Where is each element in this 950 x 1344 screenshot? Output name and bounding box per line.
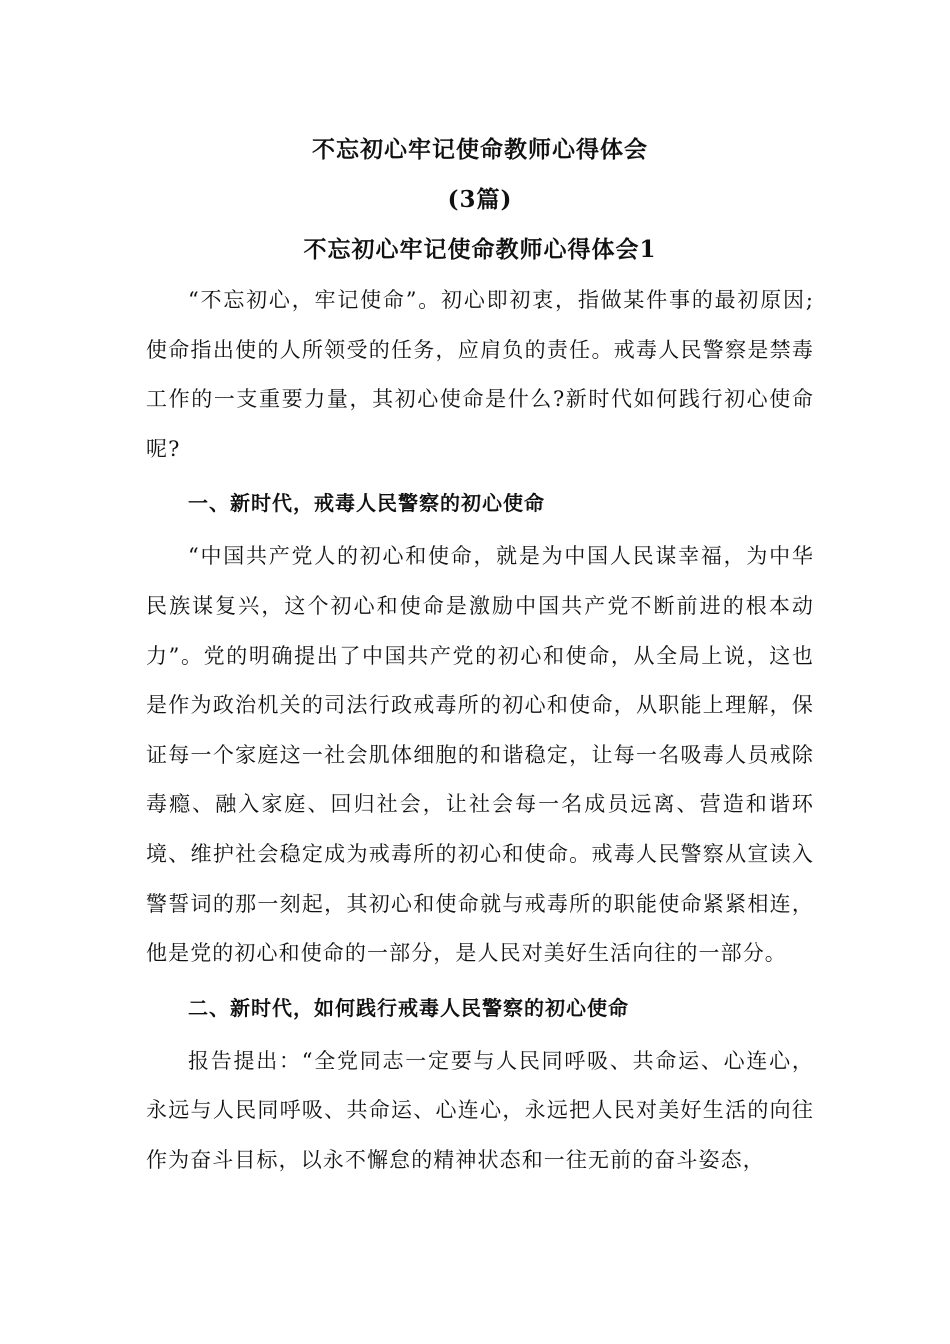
intro-paragraph: “不忘初心，牢记使命”。初心即初衷，指做某件事的最初原因;使命指出使的人所领受的任务，应肩负的责任。戒毒人民警察是禁毒工作的一支重要力量，其初心使命是什么?新时代如何践行初心使命呢? bbox=[146, 288, 814, 461]
section-2-paragraph: 报告提出：“全党同志一定要与人民同呼吸、共命运、心连心，永远与人民同呼吸、共命运、心连心，永远把人民对美好生活的向往作为奋斗目标，以永不懈怠的精神状态和一往无前的奋斗姿态， bbox=[146, 1048, 814, 1172]
section-2-heading: 二、新时代，如何践行戒毒人民警察的初心使命 bbox=[188, 995, 629, 1020]
section-1-heading: 一、新时代，戒毒人民警察的初心使命 bbox=[188, 491, 545, 516]
section-1-paragraph: “中国共产党人的初心和使命，就是为中国人民谋幸福，为中华民族谋复兴，这个初心和使命是激励中国共产党不断前进的根本动力”。党的明确提出了中国共产党的初心和使命，从全局上说，这也是作为政治机关的司法行政戒毒所的初心和使命，从职能上理解，保证每一个家庭这一社会肌体细胞的和谐稳定，让每一名吸毒人员戒除毒瘾、融入家庭、回归社会，让社会每一名成员远离、营造和谐环境、维护社会稳定成为戒毒所的初心和使命。戒毒人民警察从宣读入警誓词的那一刻起，其初心和使命就与戒毒所的职能使命紧紧相连，他是党的初心和使命的一部分，是人民对美好生活向往的一部分。 bbox=[146, 544, 814, 966]
document-body bbox=[146, 128, 814, 1186]
document-title: 不忘初心牢记使命教师心得体会 bbox=[312, 136, 648, 163]
document-subtitle: 不忘初心牢记使命教师心得体会1 bbox=[303, 236, 657, 263]
document-count: (3篇) bbox=[447, 186, 513, 213]
